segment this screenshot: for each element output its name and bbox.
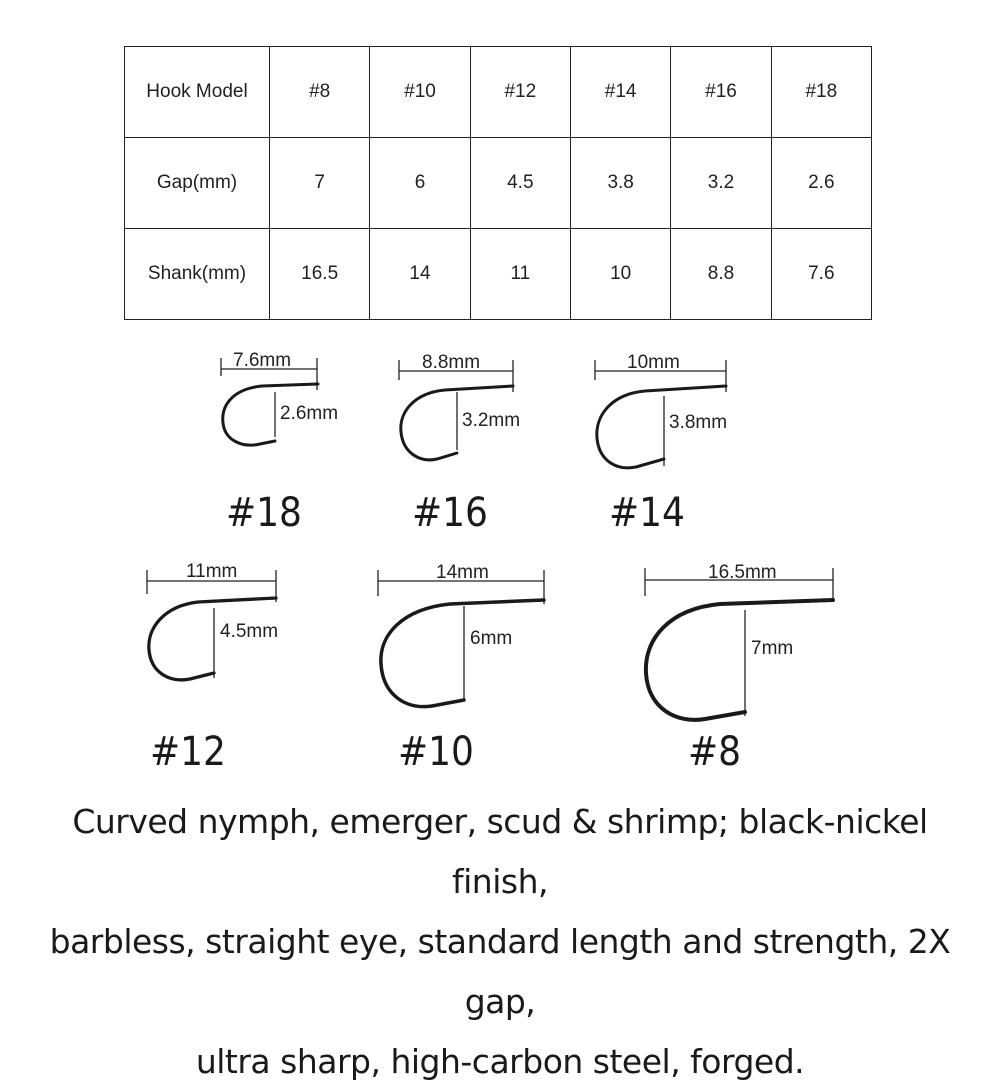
hook-model-label: #18 [226, 490, 302, 536]
table-cell: #12 [470, 47, 570, 138]
table-cell: 10 [570, 229, 670, 320]
hook-10-diagram [378, 562, 544, 775]
gap-label: 3.8mm [669, 412, 728, 433]
gap-label: 3.2mm [462, 410, 521, 431]
row-header: Hook Model [125, 47, 270, 138]
hook-model-label: #12 [150, 729, 226, 775]
hook-12-diagram [147, 561, 278, 775]
hook-model-label: #16 [412, 490, 488, 536]
table-cell: 7.6 [771, 229, 871, 320]
shank-label: 8.8mm [422, 352, 481, 373]
gap-label: 4.5mm [220, 621, 279, 642]
hook-18-diagram [221, 350, 338, 536]
table-cell: 4.5 [470, 138, 570, 229]
table-cell: 11 [470, 229, 570, 320]
table-cell: 16.5 [270, 229, 370, 320]
hook-8-shape [646, 600, 833, 720]
shank-label: 7.6mm [233, 350, 292, 371]
gap-label: 2.6mm [280, 403, 339, 424]
gap-label: 7mm [751, 638, 794, 659]
product-description [40, 792, 960, 1092]
hook-model-label: #10 [398, 729, 474, 775]
table-cell: 14 [370, 229, 470, 320]
caption-line: ultra sharp, high-carbon steel, forged. [195, 1042, 805, 1081]
table-cell: #14 [570, 47, 670, 138]
table-cell: #18 [771, 47, 871, 138]
table-cell: 6 [370, 138, 470, 229]
table-cell: #8 [270, 47, 370, 138]
table-cell: #10 [370, 47, 470, 138]
caption-line: barbless, straight eye, standard length and strength, 2X gap, [49, 922, 951, 1021]
row-header: Gap(mm) [125, 138, 270, 229]
table-cell: 2.6 [771, 138, 871, 229]
hook-model-label: #14 [609, 490, 685, 536]
table-cell: 8.8 [671, 229, 771, 320]
gap-label: 6mm [470, 628, 513, 649]
shank-label: 10mm [627, 352, 680, 373]
hook-16-diagram [399, 352, 520, 536]
shank-label: 11mm [186, 561, 238, 582]
table-cell: 7 [270, 138, 370, 229]
table-cell: #16 [671, 47, 771, 138]
hook-model-label: #8 [688, 729, 742, 775]
hook-14-diagram [595, 352, 727, 536]
shank-label: 14mm [436, 562, 489, 583]
caption-line: Curved nymph, emerger, scud & shrimp; black-nickel finish, [72, 802, 928, 901]
table-cell: 3.2 [671, 138, 771, 229]
hook-8-diagram [645, 562, 833, 775]
table-cell: 3.8 [570, 138, 670, 229]
hook-10-shape [381, 600, 544, 707]
shank-label: 16.5mm [708, 562, 777, 583]
row-header: Shank(mm) [125, 229, 270, 320]
